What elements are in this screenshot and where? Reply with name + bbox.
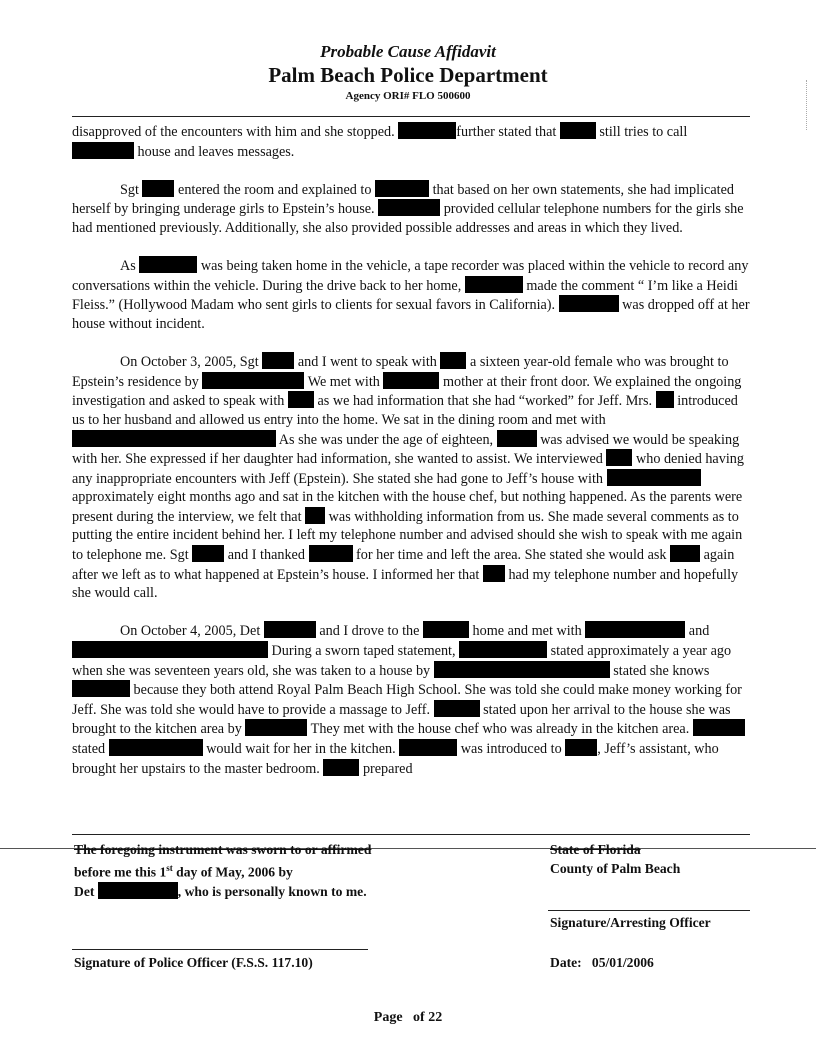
- redaction-block: [483, 565, 505, 582]
- redaction-block: [607, 469, 701, 486]
- redaction-block: [693, 719, 745, 736]
- header-rule: [72, 116, 750, 117]
- redaction-block: [434, 700, 480, 717]
- paragraph-text: They met with the house chef who was already in the kitchen area.: [307, 721, 693, 738]
- paragraph-text: and I drove to the: [315, 623, 423, 640]
- redaction-block: [378, 199, 440, 216]
- paragraph-text: a sixteen year-old female who was brought to Epstein’s residence by: [72, 354, 729, 390]
- redaction-block: [423, 621, 469, 638]
- redaction-block: [465, 276, 523, 293]
- paragraph-text: was introduced to: [457, 741, 566, 757]
- redaction-block: [264, 621, 316, 638]
- redaction-block: [262, 352, 294, 369]
- paragraph-text: stated approximately a year ago when she was seventeen years old, she was taken to a house by: [72, 643, 732, 679]
- paragraph: [72, 180, 752, 238]
- paragraph-text: mother at their front door. We explained the ongoing investigation and asked to speak with: [72, 373, 742, 410]
- redaction-block: [72, 680, 130, 697]
- paragraph: [72, 122, 752, 161]
- paragraph: [72, 352, 752, 603]
- redaction-block: [497, 430, 537, 447]
- redaction-block: [383, 372, 439, 389]
- department-name: Palm Beach Police Department: [268, 63, 548, 87]
- paragraph-text: introduced us to her husband and allowed us entry into the home. We sat in the dining room and met with: [72, 393, 738, 428]
- redaction-block: [192, 545, 224, 562]
- sworn-line-2: before me this 1st day of May, 2006 by: [74, 863, 293, 880]
- paragraph-text: As: [120, 258, 140, 275]
- paragraph-text: home and met with: [469, 623, 586, 640]
- redaction-block: [305, 507, 325, 524]
- redaction-block: [559, 295, 619, 312]
- paragraph-text: Sgt: [120, 181, 143, 198]
- date-field: Date: 05/01/2006: [550, 955, 654, 970]
- paragraph-text: because they both attend Royal Palm Beach High School. She was told she could make money working for Jeff. She was told she would have to provide a massage to Jeff.: [72, 682, 742, 718]
- paragraph-text: was dropped off at her house without incident.: [72, 297, 750, 332]
- paragraph-text: again after we left as to what happened at Epstein’s house. I informed her that: [72, 547, 735, 583]
- sworn-line-1: The foregoing instrument was sworn to or affirmed: [74, 842, 372, 857]
- paragraph-text: was being taken home in the vehicle, a tape recorder was placed within the vehicle to record any conversations within the vehicle. During the drive back to her home,: [72, 258, 749, 294]
- state-label: State of Florida: [550, 842, 641, 857]
- paragraph-text: still tries to call: [595, 124, 688, 140]
- paragraph-text: further stated that: [456, 124, 560, 140]
- police-officer-signature-label: Signature of Police Officer (F.S.S. 117.10): [74, 955, 313, 970]
- officer-signature-line: [72, 949, 368, 950]
- redaction-block: [142, 180, 174, 197]
- paragraph: [72, 256, 752, 333]
- redaction-block: [245, 719, 307, 736]
- agency-ori: Agency ORI# FLO 500600: [345, 90, 471, 102]
- redaction-block: [565, 739, 597, 756]
- redaction-block: [139, 256, 197, 273]
- sworn-line-3: Det , who is personally known to me.: [74, 883, 367, 899]
- document-title: Probable Cause Affidavit: [320, 42, 496, 61]
- paragraph-text: entered the room and explained to: [174, 181, 376, 198]
- redaction-block: [72, 430, 276, 447]
- paragraph-text: On October 4, 2005, Det: [120, 623, 264, 640]
- paragraph-text: and I went to speak with: [294, 354, 441, 371]
- sworn-statement: [74, 840, 371, 901]
- redaction-block: [323, 759, 359, 776]
- redaction-block: [560, 122, 596, 139]
- paragraph-text: as we had information that she had “worked” for Jeff. Mrs.: [313, 393, 656, 410]
- paragraph-text: stated upon her arrival to the house she was brought to the kitchen area by: [72, 701, 731, 738]
- paragraph-text: was advised we would be speaking with her. She expressed if her daughter had information, she wanted to assist. We interviewed: [72, 431, 740, 468]
- redaction-block: [288, 391, 314, 408]
- redaction-block: [670, 545, 700, 562]
- paragraph-text: made the comment “ I’m like a Heidi Fleiss.” (Hollywood Madam who sent girls to clients for sexual favors in California).: [72, 277, 738, 314]
- redaction-block: [202, 372, 304, 389]
- arresting-officer-signature-label: Signature/Arresting Officer: [550, 915, 711, 930]
- paragraph-text: On October 3, 2005, Sgt: [120, 354, 263, 371]
- redaction-block: [459, 641, 547, 658]
- paragraph-text: As she was under the age of eighteen,: [276, 431, 497, 448]
- page-number: Page of 22: [373, 1010, 443, 1025]
- paragraph-text: provided cellular telephone numbers for the girls she had mentioned previously. Additionally, she also provided possible addresses and areas in which they lived.: [72, 201, 744, 236]
- affidavit-narrative: [72, 122, 752, 797]
- redaction-block: [656, 391, 674, 408]
- arresting-signature-line: [548, 910, 750, 911]
- redaction-block: [72, 641, 268, 658]
- redaction-block: [375, 180, 429, 197]
- jurisdiction: [550, 840, 680, 878]
- redaction-block: [440, 352, 466, 369]
- county-label: County of Palm Beach: [550, 861, 681, 876]
- paragraph-text: house and leaves messages.: [134, 143, 295, 160]
- paragraph-text: and I thanked: [224, 547, 309, 564]
- footer-rule: [72, 834, 750, 835]
- paragraph-text: was withholding information from us. She made several comments as to putting the entire incident behind her. I left my telephone number and advised should she wish to speak with me again to telephone me. Sgt: [72, 508, 743, 564]
- paragraph-text: that based on her own statements, she had implicated herself by bringing underage girls to Epstein’s house.: [72, 181, 734, 218]
- date-value: 05/01/2006: [591, 955, 654, 970]
- paragraph-text: We met with: [304, 373, 384, 390]
- paragraph-text: had my telephone number and hopefully she would call.: [72, 566, 739, 602]
- paragraph-text: and: [685, 623, 710, 640]
- redaction-block: [434, 661, 610, 678]
- redaction-block: [398, 122, 456, 139]
- redaction-block: [399, 739, 457, 756]
- paragraph-text: stated: [72, 741, 109, 757]
- redaction-block: [109, 739, 203, 756]
- paragraph-text: stated she knows: [609, 662, 710, 679]
- paragraph-text: , Jeff’s assistant, who brought her upstairs to the master bedroom.: [72, 741, 719, 777]
- redaction-block: [585, 621, 685, 638]
- paragraph-text: for her time and left the area. She stated she would ask: [352, 547, 671, 564]
- paragraph-text: disapproved of the encounters with him and she stopped.: [72, 124, 399, 140]
- paragraph-text: prepared: [359, 760, 413, 777]
- paragraph-text: who denied having any inappropriate encounters with Jeff (Epstein). She stated she had gone to Jeff’s house with: [72, 451, 744, 487]
- redaction-block: [309, 545, 353, 562]
- paragraph-text: approximately eight months ago and sat in the kitchen with the house chef, but nothing happened. As the parents were present during the interview, we felt that: [72, 489, 743, 525]
- redaction-block: [98, 882, 178, 899]
- paragraph-text: would wait for her in the kitchen.: [202, 741, 400, 757]
- redaction-block: [72, 142, 134, 159]
- paragraph-text: During a sworn taped statement,: [268, 643, 460, 660]
- redaction-block: [606, 449, 632, 466]
- paragraph: [72, 621, 752, 778]
